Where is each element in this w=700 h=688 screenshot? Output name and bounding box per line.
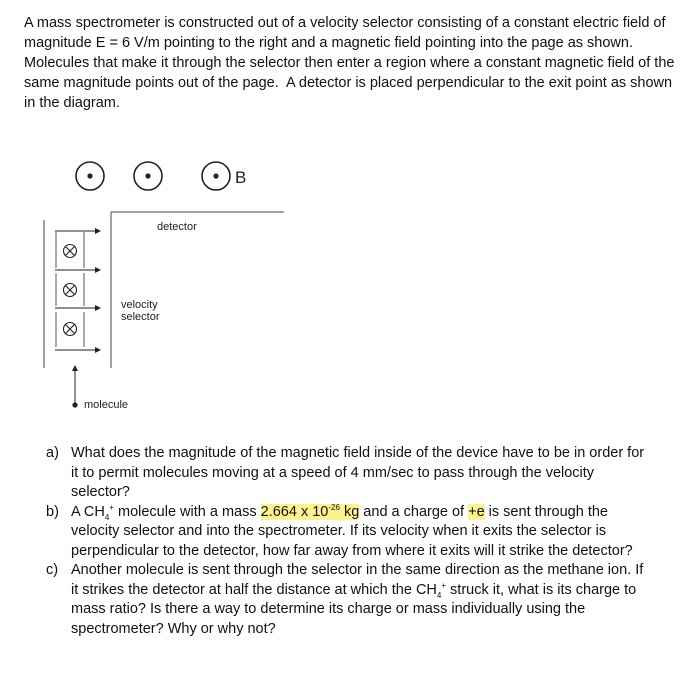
question-a: [46, 444, 646, 503]
intro-sentence-2: Molecules that make it through the selector then enter a region where a constant magnetic field of the same magnitude points out of the page.: [24, 55, 675, 91]
question-label: c): [46, 562, 59, 578]
question-c-text-2: struck it, what is its charge to mass ratio? Is there a way to determine its charge or mass individually using the spectrometer? Why or why not?: [71, 581, 637, 637]
question-b: [46, 503, 646, 562]
mass-unit: kg: [339, 503, 360, 520]
question-b-text-1: A CH: [71, 503, 105, 520]
selector-label-1: velocity: [121, 299, 158, 311]
question-c: [46, 561, 646, 639]
intro-sentence-1: A mass spectrometer is constructed out of a velocity selector consisting of a constant electric field of magnitude E = 6 V/m pointing to the right and a magnetic field pointing into the page as shown.: [24, 15, 666, 51]
mass-exponent: -26: [328, 502, 340, 512]
highlighted-mass: [261, 504, 360, 520]
question-c-text-1: Another molecule is sent through the selector in the same direction as the methane ion. If it strikes the detector at half the distance at which the CH: [71, 562, 644, 598]
field-out-of-page-icon: [202, 162, 230, 190]
question-label: a): [46, 445, 59, 461]
question-b-text-4: is sent through the velocity selector and into the spectrometer. If its velocity when it exits the selector is perpendicular to the detector, how far away from where it exits will it strike the detector?: [71, 503, 633, 559]
question-a-text: What does the magnitude of the magnetic field inside of the device have to be in order for it to permit molecules moving at a speed of 4 mm/sec to pass through the velocity selector?: [71, 445, 645, 500]
selector-label-2: selector: [121, 311, 160, 323]
mass-value: 2.664 x 10: [260, 503, 329, 520]
field-out-of-page-icon: [134, 162, 162, 190]
field-label: B: [235, 168, 247, 187]
field-out-of-page-icon: [76, 162, 104, 190]
question-label: b): [46, 503, 59, 520]
field-into-page-icon: [64, 284, 77, 297]
detector-label: detector: [157, 221, 197, 233]
question-b-text-2: molecule with a mass: [113, 503, 261, 520]
molecule-dot: [72, 402, 77, 407]
question-list: [46, 444, 646, 639]
superscript: +: [441, 580, 447, 590]
molecule-label: molecule: [84, 399, 129, 411]
subscript: 4: [436, 590, 442, 600]
problem-intro: [24, 13, 679, 113]
field-into-page-icon: [64, 323, 77, 336]
spectrometer-diagram: [0, 140, 700, 430]
intro-sentence-3: A detector is placed perpendicular to the exit point as shown in the diagram.: [24, 75, 673, 111]
question-b-text-3: and a charge of: [359, 503, 469, 520]
superscript: +: [109, 502, 114, 512]
subscript: 4: [104, 512, 110, 522]
field-into-page-icon: [64, 245, 77, 258]
highlighted-charge: +e: [468, 503, 485, 520]
